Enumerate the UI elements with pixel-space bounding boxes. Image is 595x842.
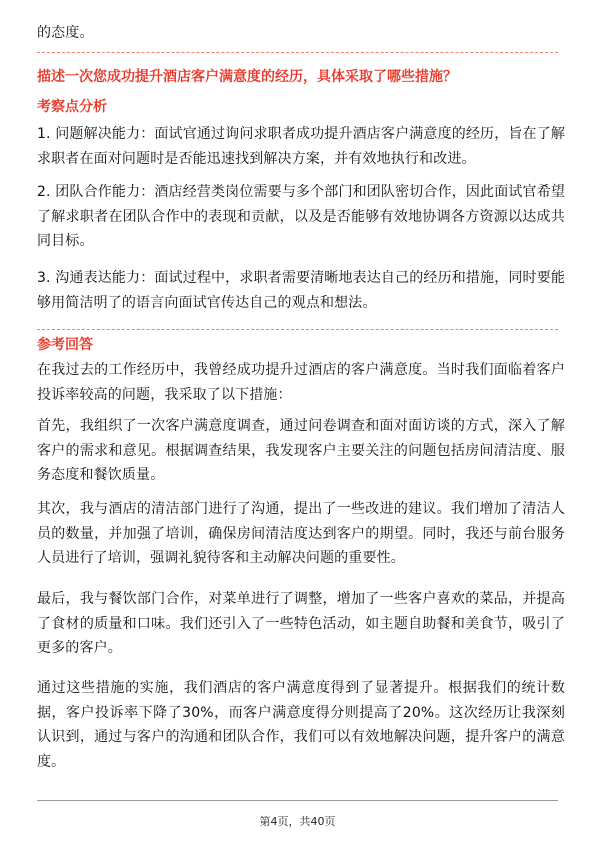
answer-paragraph-3: 其次，我与酒店的清洁部门进行了沟通，提出了一些改进的建议。我们增加了清洁人员的数量，并加强了培训，确保房间清洁度达到客户的期望。同时，我还与前台服务人员进行了培训，强调礼貌待客和主动解决问题的重要性。 — [37, 501, 565, 566]
top-fragment: 的态度。 — [37, 25, 94, 41]
analysis-point-1: 1. 问题解决能力：面试官通过询问求职者成功提升酒店客户满意度的经历，旨在了解求职者在面对问题时是否能迅速找到解决方案，并有效地执行和改进。 — [37, 126, 565, 167]
section-divider — [37, 329, 558, 330]
question-title: 描述一次您成功提升酒店客户满意度的经历，具体采取了哪些措施？ — [37, 69, 457, 85]
analysis-point-2: 2. 团队合作能力：酒店经营类岗位需要与多个部门和团队密切合作，因此面试官希望了解求职者在团队合作中的表现和贡献，以及是否能够有效地协调各方资源以达成共同目标。 — [37, 184, 565, 249]
answer-paragraph-2: 首先，我组织了一次客户满意度调查，通过问卷调查和面对面访谈的方式，深入了解客户的需求和意见。根据调查结果，我发现客户主要关注的问题包括房间清洁度、服务态度和餐饮质量。 — [37, 418, 565, 483]
page-number: 第4页，共40页 — [259, 815, 336, 828]
answer-paragraph-5: 通过这些措施的实施，我们酒店的客户满意度得到了显著提升。根据我们的统计数据，客户投诉率下降了30%，而客户满意度得分则提高了20%。这次经历让我深刻认识到，通过与客户的沟通和团队合作，我们可以有效地解决问题，提升客户的满意度。 — [37, 680, 565, 770]
analysis-point-3: 3. 沟通表达能力：面试过程中，求职者需要清晰地表达自己的经历和措施，同时要能够用简洁明了的语言向面试官传达自己的观点和想法。 — [37, 270, 565, 311]
answer-heading: 参考回答 — [37, 337, 93, 353]
answer-paragraph-4: 最后，我与餐饮部门合作，对菜单进行了调整，增加了一些客户喜欢的菜品，并提高了食材的质量和口味。我们还引入了一些特色活动，如主题自助餐和美食节，吸引了更多的客户。 — [37, 591, 565, 656]
footer-divider — [37, 800, 558, 801]
answer-paragraph-1: 在我过去的工作经历中，我曾经成功提升过酒店的客户满意度。当时我们面临着客户投诉率较高的问题，我采取了以下措施： — [37, 362, 565, 403]
section-divider — [37, 52, 558, 53]
analysis-heading: 考察点分析 — [37, 99, 107, 115]
